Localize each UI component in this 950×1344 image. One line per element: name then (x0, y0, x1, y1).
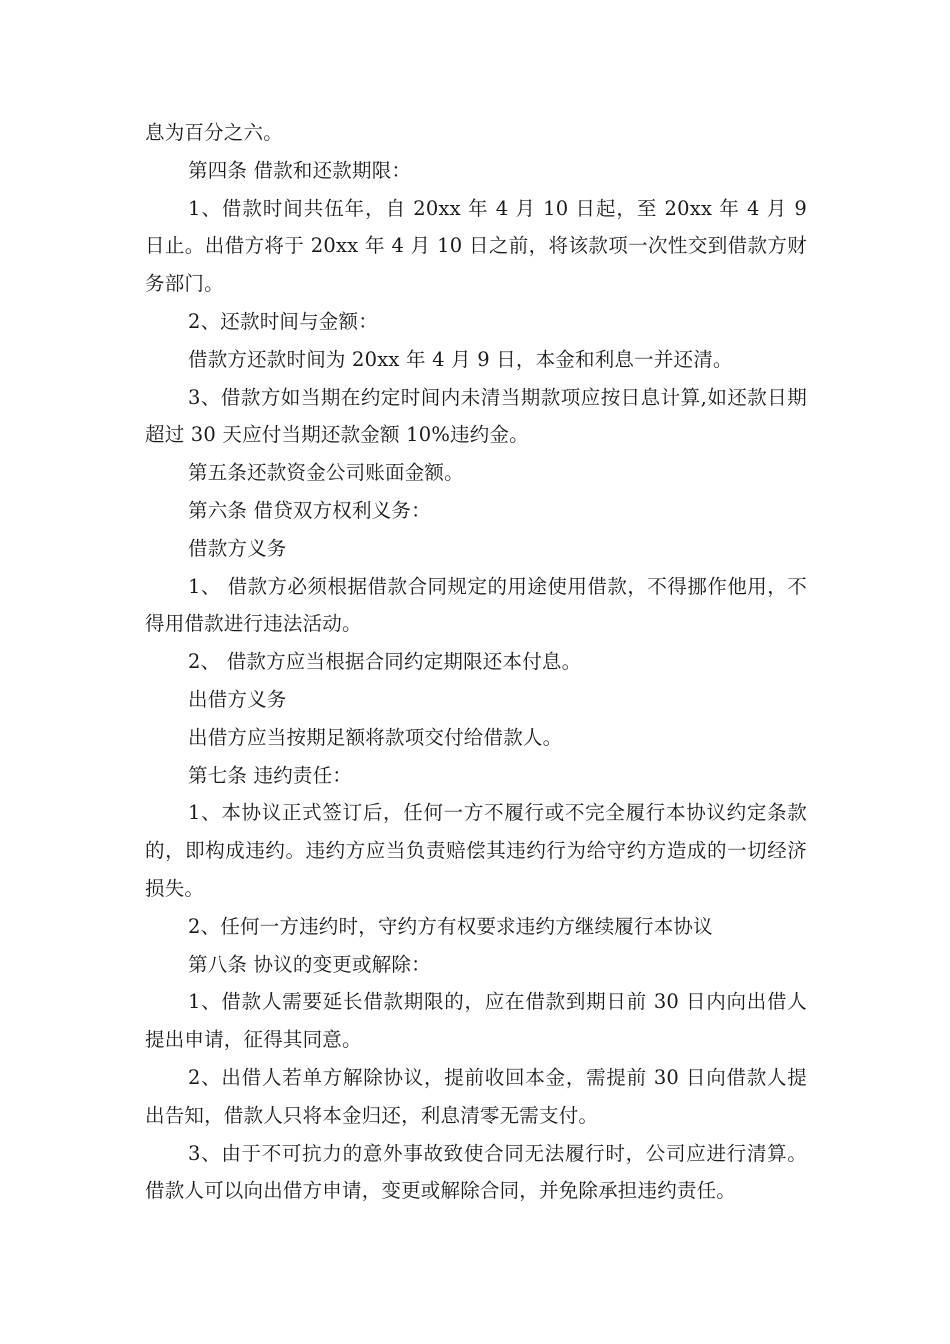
article-7-clause-1: 1、本协议正式签订后，任何一方不履行或不完全履行本协议约定条款的，即构成违约。违约方应当负责赔偿其违约行为给守约方造成的一切经济损失。 (145, 801, 807, 900)
lender-obligation-text: 出借方应当按期足额将款项交付给借款人。 (188, 725, 563, 749)
document-page (145, 114, 807, 1210)
article-7-clause-2: 2、任何一方违约时，守约方有权要求违约方继续履行本协议 (188, 914, 713, 938)
borrower-obligation-2: 2、 借款方应当根据合同约定期限还本付息。 (188, 650, 582, 674)
article-4-clause-3: 3、借款方如当期在约定时间内未清当期款项应按日息计算,如还款日期超过 30 天应付当期还款金额 10%违约金。 (145, 385, 807, 447)
article-7-heading: 第七条 违约责任： (188, 763, 352, 787)
article-8-clause-3: 3、由于不可抗力的意外事故致使合同无法履行时，公司应进行清算。借款人可以向出借方申请，变更或解除合同，并免除承担违约责任。 (145, 1141, 807, 1203)
article-8-clause-2: 2、出借人若单方解除协议，提前收回本金，需提前 30 日向借款人提出告知，借款人只将本金归还，利息清零无需支付。 (145, 1065, 807, 1127)
article-4-clause-1: 1、借款时间共伍年，自 20xx 年 4 月 10 日起，至 20xx 年 4 月 9 日止。出借方将于 20xx 年 4 月 10 日之前，将该款项一次性交到借款方财务部门。 (145, 196, 807, 296)
article-5-heading: 第五条还款资金公司账面金额。 (188, 461, 464, 485)
borrower-obligation-1: 1、 借款方必须根据借款合同规定的用途使用借款，不得挪作他用，不得用借款进行违法活动。 (145, 574, 807, 636)
lender-obligations-heading: 出借方义务 (188, 687, 287, 711)
article-8-heading: 第八条 协议的变更或解除： (188, 952, 431, 976)
repayment-time-paragraph: 借款方还款时间为 20xx 年 4 月 9 日，本金和利息一并还清。 (188, 347, 733, 371)
borrower-obligations-heading: 借款方义务 (188, 536, 287, 560)
article-4-heading: 第四条 借款和还款期限： (188, 158, 412, 182)
article-8-clause-1: 1、借款人需要延长借款期限的，应在借款到期日前 30 日内向出借人提出申请，征得其同意。 (145, 990, 807, 1052)
article-4-clause-2: 2、还款时间与金额： (188, 309, 378, 333)
paragraph-continuation: 息为百分之六。 (145, 121, 283, 144)
article-6-heading: 第六条 借贷双方权利义务： (188, 498, 431, 522)
